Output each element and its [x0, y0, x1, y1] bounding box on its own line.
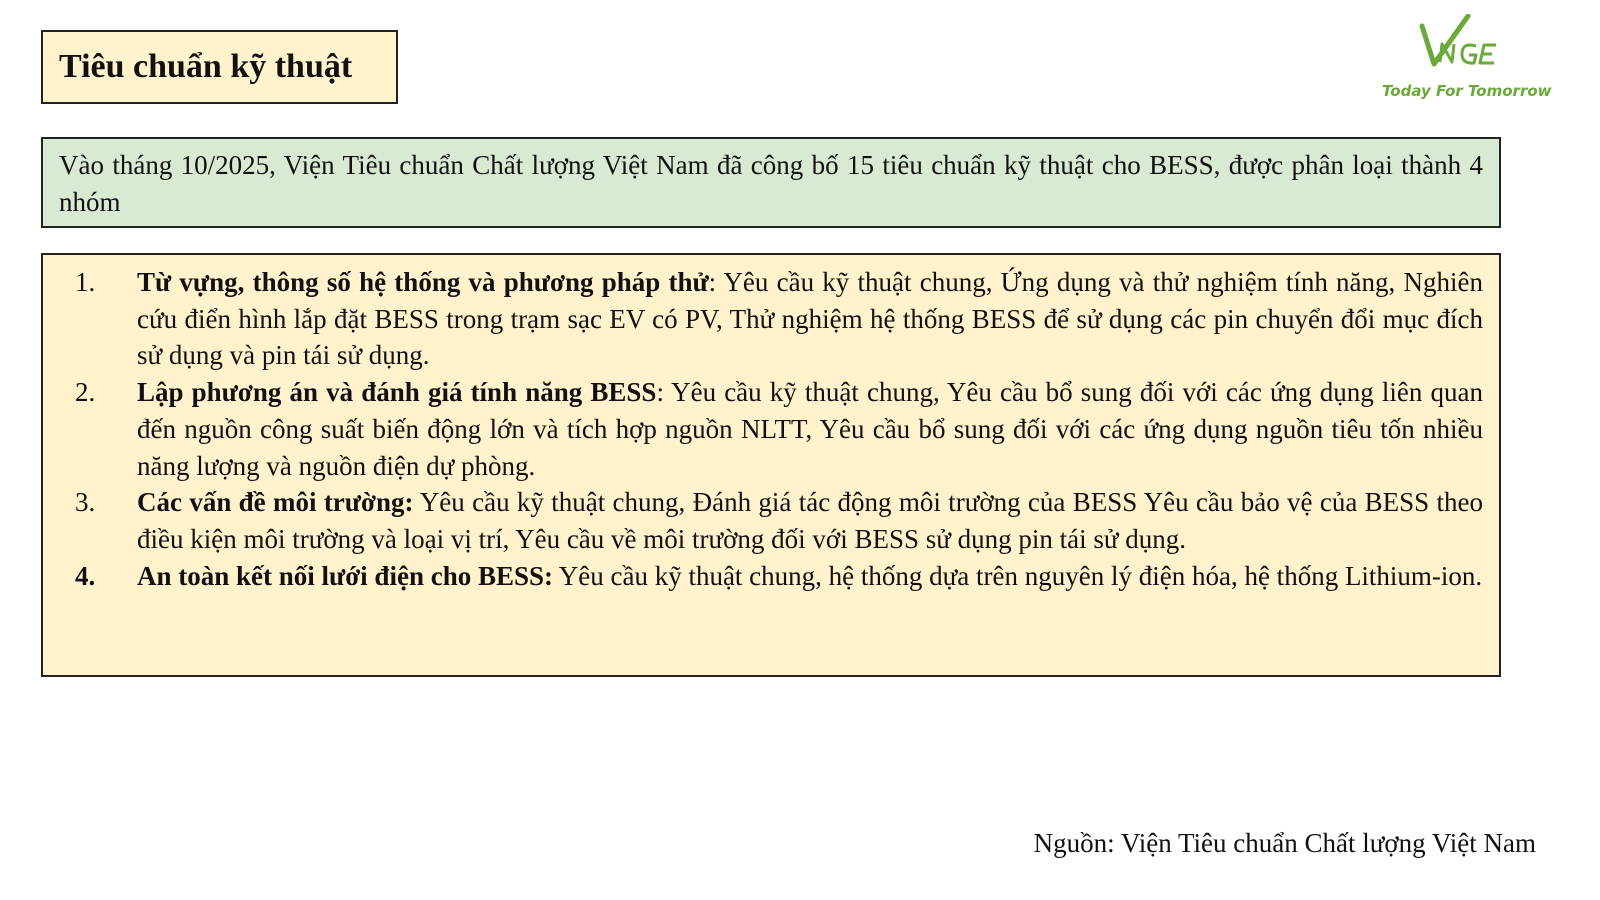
list-item-number: 1. [75, 267, 96, 297]
list-item-number: 2. [75, 377, 96, 408]
vnge-logo [1378, 14, 1553, 110]
list-item [59, 374, 1483, 484]
list-item-separator: : [708, 267, 717, 297]
list-item-number: 4. [75, 560, 96, 591]
list-item-title: Các vấn đề môi trường: [137, 487, 414, 518]
list-item-body: Yêu cầu kỹ thuật chung, Ứng dụng và thử nghiệm tính năng, Nghiên cứu điển hình lắp đặt BESS trong trạm sạc EV có PV, Thử nghiệm hệ thống BESS để sử dụng các pin chuyển đổi mục đích sử dụng và pin tái sử dụng. [137, 267, 1483, 371]
list-item-separator: : [656, 377, 664, 408]
list-item-title: Lập phương án và đánh giá tính năng BESS [137, 377, 657, 408]
slide-title: Tiêu chuẩn kỹ thuật [59, 48, 353, 85]
list-item-number: 3. [75, 487, 96, 518]
logo-tagline: Today For Tomorrow [1382, 82, 1552, 100]
intro-box [41, 137, 1501, 228]
list-item-body: Yêu cầu kỹ thuật chung, Yêu cầu bổ sung đối với các ứng dụng liên quan đến nguồn công suất biến động lớn và tích hợp nguồn NLTT, Yêu cầu bổ sung đối với các ứng dụng nguồn tiêu tốn nhiều năng lượng và nguồn điện dự phòng. [137, 377, 1483, 481]
list-item [59, 484, 1483, 557]
slide-title-box [41, 30, 398, 104]
intro-text: Vào tháng 10/2025, Viện Tiêu chuẩn Chất lượng Việt Nam đã công bố 15 tiêu chuẩn kỹ thuật cho BESS, được phân loại thành 4 nhóm [59, 150, 1483, 217]
list-item-body: Yêu cầu kỹ thuật chung, hệ thống dựa trên nguyên lý điện hóa, hệ thống Lithium-ion. [553, 560, 1483, 591]
standards-group-list [41, 253, 1501, 677]
list-item [59, 264, 1483, 374]
vnge-logo-icon [1418, 14, 1518, 76]
list-item-title: Từ vựng, thông số hệ thống và phương pháp thử [137, 267, 709, 297]
source-note: Nguồn: Viện Tiêu chuẩn Chất lượng Việt Nam [1033, 828, 1536, 858]
list-item-body: Yêu cầu kỹ thuật chung, Đánh giá tác động môi trường của BESS Yêu cầu bảo vệ của BESS theo điều kiện môi trường và loại vị trí, Yêu cầu về môi trường đối với BESS sử dụng pin tái sử dụng. [137, 487, 1483, 554]
list-item-title: An toàn kết nối lưới điện cho BESS: [137, 560, 553, 591]
list-item [59, 558, 1483, 595]
